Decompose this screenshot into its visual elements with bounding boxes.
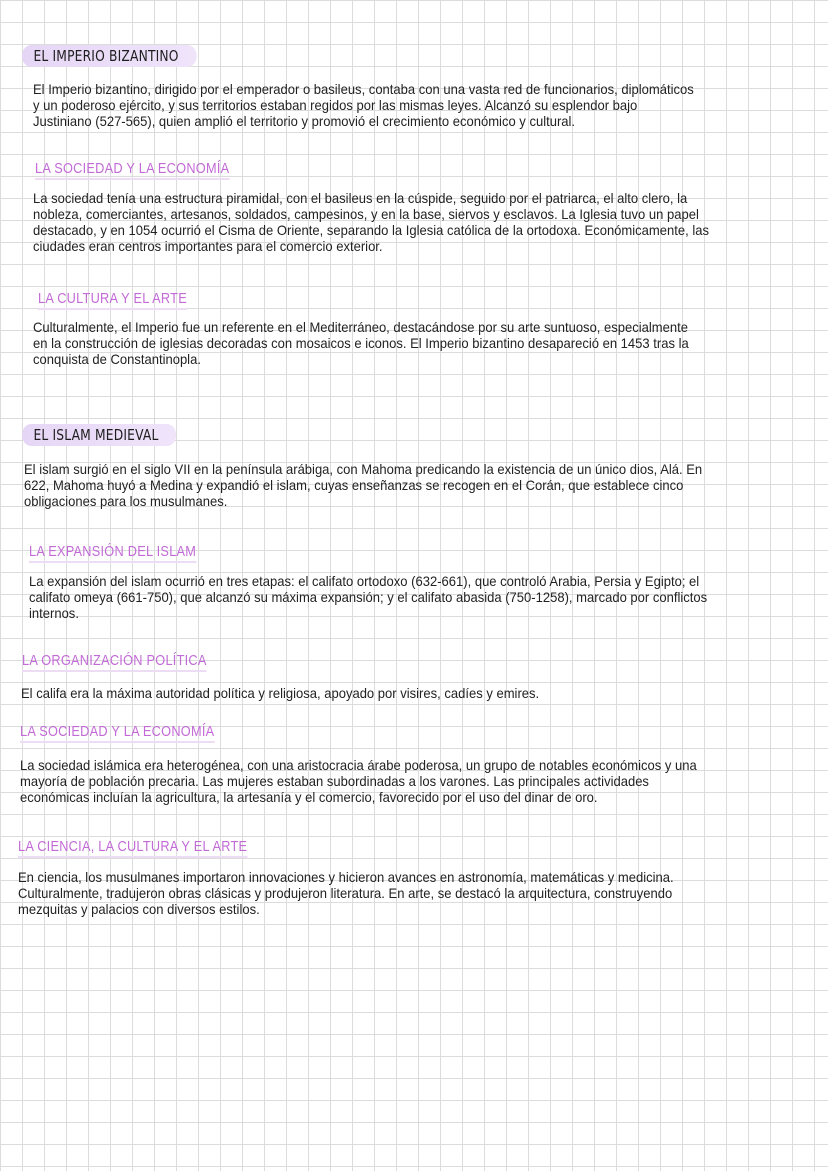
heading-expansion-islam: LA EXPANSIÓN DEL ISLAM xyxy=(29,543,196,563)
paragraph-ciencia-cultura-arte xyxy=(18,869,674,917)
text-line: obligaciones para los musulmanes. xyxy=(24,493,228,509)
text-line: califato omeya (661-750), que alcanzó su máxima expansión; y el califato abasida (750-1258), marcado por conflictos xyxy=(29,589,708,605)
heading-imperio-bizantino: EL IMPERIO BIZANTINO xyxy=(22,45,197,67)
text-line: destacado, y en 1054 ocurrió el Cisma de Oriente, separando la Iglesia católica de la ortodoxa. Económicamente, las xyxy=(33,222,709,238)
heading-ciencia-cultura-arte: LA CIENCIA, LA CULTURA Y EL ARTE xyxy=(18,838,247,858)
paragraph-sociedad-economia-bizancio xyxy=(33,190,709,254)
text-line: en la construcción de iglesias decoradas con mosaicos e iconos. El Imperio bizantino desapareció en 1453 tras la xyxy=(33,335,689,351)
paragraph-cultura-arte-bizancio xyxy=(33,319,689,367)
text-line: La sociedad islámica era heterogénea, con una aristocracia árabe poderosa, un grupo de notables económicos y una xyxy=(20,757,697,773)
text-line: El califa era la máxima autoridad política y religiosa, apoyado por visires, cadíes y emires. xyxy=(21,685,540,701)
text-line: 622, Mahoma huyó a Medina y expandió el islam, cuyas enseñanzas se recogen en el Corán, que establece cinco xyxy=(24,477,684,493)
text-line: La expansión del islam ocurrió en tres etapas: el califato ortodoxo (632-661), que controló Arabia, Persia y Egipto; el xyxy=(29,573,700,589)
text-line: Culturalmente, tradujeron obras clásicas y produjeron literatura. En arte, se destacó la arquitectura, construyendo xyxy=(18,885,673,901)
text-line: económicas incluían la agricultura, la artesanía y el comercio, favorecido por el uso del dinar de oro. xyxy=(20,789,598,805)
text-line: ciudades eran centros importantes para el comercio exterior. xyxy=(33,238,383,254)
paragraph-islam-medieval xyxy=(24,461,702,509)
text-line: conquista de Constantinopla. xyxy=(33,351,201,367)
paragraph-expansion-islam xyxy=(29,573,707,621)
text-line: nobleza, comerciantes, artesanos, soldados, campesinos, y en la base, siervos y esclavos. La Iglesia tuvo un papel xyxy=(33,206,699,222)
text-line: En ciencia, los musulmanes importaron innovaciones y hicieron avances en astronomía, matemáticas y medicina. xyxy=(18,869,674,885)
heading-sociedad-economia-islam: LA SOCIEDAD Y LA ECONOMÍA xyxy=(20,723,214,743)
paragraph-sociedad-economia-islam xyxy=(20,757,697,805)
text-line: y un poderoso ejército, y sus territorios estaban regidos por las mismas leyes. Alcanzó su esplendor bajo xyxy=(33,97,638,113)
text-line: Culturalmente, el Imperio fue un referente en el Mediterráneo, destacándose por su arte suntuoso, especialmente xyxy=(33,319,689,335)
text-line: mezquitas y palacios con diversos estilos. xyxy=(18,901,260,917)
heading-cultura-arte-bizancio: LA CULTURA Y EL ARTE xyxy=(38,290,187,310)
text-line: mayoría de población precaria. Las mujeres estaban subordinadas a los varones. Las principales actividades xyxy=(20,773,649,789)
heading-organizacion-politica: LA ORGANIZACIÓN POLÍTICA xyxy=(22,652,207,672)
paragraph-organizacion-politica xyxy=(21,685,539,701)
text-line: La sociedad tenía una estructura piramidal, con el basileus en la cúspide, seguido por el patriarca, el alto clero, la xyxy=(33,190,688,206)
paragraph-imperio-bizantino xyxy=(33,81,694,129)
text-line: El islam surgió en el siglo VII en la península arábiga, con Mahoma predicando la existencia de un único dios, Alá. En xyxy=(24,461,703,477)
heading-sociedad-economia-bizancio: LA SOCIEDAD Y LA ECONOMÍA xyxy=(35,160,229,180)
heading-islam-medieval: EL ISLAM MEDIEVAL xyxy=(22,424,177,446)
text-line: El Imperio bizantino, dirigido por el emperador o basileus, contaba con una vasta red de funcionarios, diplomáticos xyxy=(33,81,694,97)
text-line: internos. xyxy=(29,605,79,621)
text-line: Justiniano (527-565), quien amplió el territorio y promovió el crecimiento económico y cultural. xyxy=(33,113,576,129)
